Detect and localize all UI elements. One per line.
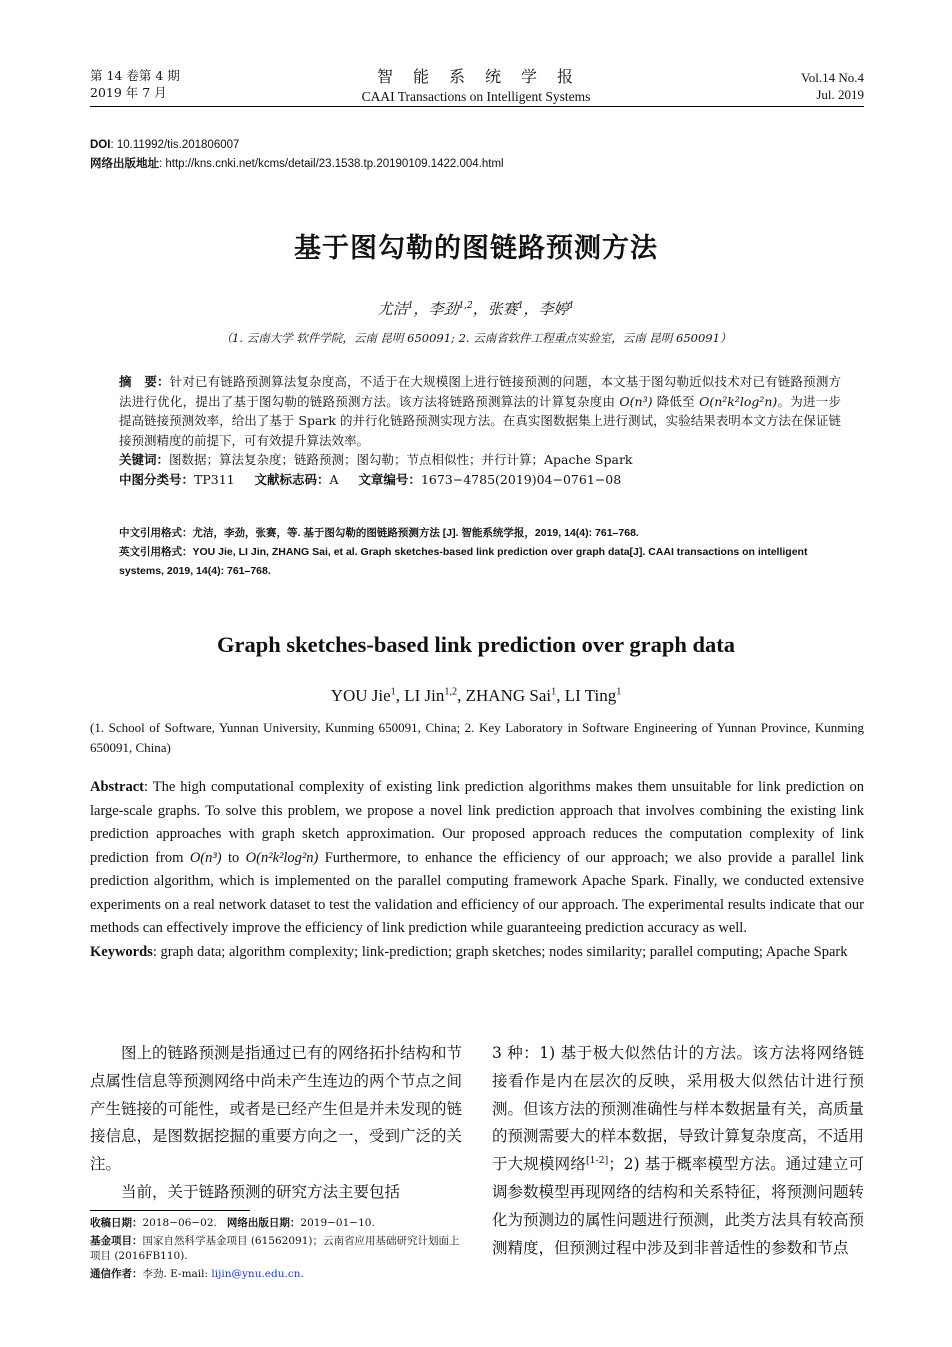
author-name: 李婷 bbox=[538, 300, 569, 318]
volume-issue-en: Vol.14 No.4 bbox=[801, 70, 864, 85]
doi-block bbox=[90, 136, 504, 174]
abstract-label-cn: 摘 要： bbox=[119, 374, 170, 389]
author-name: 尤洁 bbox=[377, 300, 408, 318]
online-url-label: 网络出版地址 bbox=[90, 158, 159, 170]
formula: O(n³) bbox=[619, 393, 653, 409]
body-text: 3 种：1) 基于极大似然估计的方法。该方法将网络链接看作是内在层次的反映，采用极大似然估计进行预测。但该方法的预测准确性与样本数据量有关，高质量的预测需要大的样本数据，导致计算复杂度高，不适用于大规模网络 bbox=[492, 1044, 865, 1174]
abstract-cn bbox=[119, 372, 841, 489]
doc-code-label: 文献标志码： bbox=[254, 471, 330, 487]
author-name: 张赛 bbox=[487, 300, 518, 318]
paper-title-en: Graph sketches-based link prediction over graph data bbox=[217, 632, 735, 657]
author-name: ZHANG Sai bbox=[465, 686, 552, 705]
abstract-text: 针对已有链路预测算法复杂度高，不适于在大规模图上进行链接预测的问题，本文基于图勾勒近似技术对已有链路预测方法进行优化，提出了基于图勾勒的链路预测方法。该方法将链路预测算法的计算复杂度由 bbox=[119, 374, 841, 409]
paper-title-cn: 基于图勾勒的图链路预测方法 bbox=[294, 233, 658, 264]
body-text: 当前，关于链路预测的研究方法主要包括 bbox=[121, 1182, 401, 1201]
online-date-value: 2019−01−10. bbox=[300, 1217, 375, 1229]
date-en: Jul. 2019 bbox=[816, 87, 864, 102]
abstract-en bbox=[90, 776, 864, 964]
author-name: 李劲 bbox=[428, 300, 459, 318]
author-name: LI Jin bbox=[404, 686, 445, 705]
reference-mark[interactable]: [1-2] bbox=[586, 1155, 609, 1167]
citation-en: 英文引用格式：YOU Jie, LI Jin, ZHANG Sai, et al. Graph sketches-based link prediction over graph data[J]. CAAI transactions on intelligent systems, 2019, 14(4): 761–768. bbox=[119, 546, 808, 577]
footnote-rule bbox=[90, 1210, 250, 1211]
formula: O(n²k²log²n) bbox=[699, 393, 778, 409]
article-no-value: 1673−4785(2019)04−0761−08 bbox=[420, 471, 622, 487]
affiliation-cn: （1. 云南大学 软件学院，云南 昆明 650091; 2. 云南省软件工程重点实验室，云南 昆明 650091） bbox=[220, 331, 732, 345]
doc-code-value: A bbox=[329, 471, 339, 487]
header-volume-cn bbox=[90, 67, 180, 101]
email-link[interactable]: lijin@ynu.edu.cn bbox=[211, 1268, 301, 1280]
abstract-text-en: to bbox=[227, 849, 240, 866]
author-sup: 1,2 bbox=[458, 301, 473, 311]
formula: O(n³) bbox=[189, 849, 222, 866]
author-sup: 1 bbox=[390, 686, 396, 698]
abstract-text-en: Furthermore, to enhance the efficiency of our approach; we also provide a parallel link prediction algorithm, which is implemented on the parallel computing framework Apache Spark. Finally, we conducted extensive experiments on a real network dataset to test the validation and efficiency of our approach. The experimental results indicate that our methods can effectively improve the efficiency of link prediction while guaranteeing prediction accuracy as well. bbox=[90, 849, 865, 936]
author-sup: 1,2 bbox=[444, 686, 458, 698]
footnotes bbox=[90, 1216, 462, 1282]
journal-name-cn: 智 能 系 统 学 报 bbox=[376, 67, 575, 86]
online-url-value: : http://kns.cnki.net/kcms/detail/23.1538.tp.20190109.1422.004.html bbox=[159, 158, 504, 170]
corresponding-value: 李劲. E-mail: bbox=[142, 1268, 212, 1280]
header-volume-en bbox=[801, 69, 864, 103]
abstract-text: 降低至 bbox=[656, 393, 695, 409]
author-sup: 1 bbox=[568, 301, 575, 311]
authors-en: YOU Jie$^1$, LI Jin$^{1,2}$, ZHANG Sai$^1$, LI Ting$^1$ bbox=[330, 686, 622, 705]
keywords-cn: 图数据；算法复杂度；链路预测；图勾勒；节点相似性；并行计算；Apache Spark bbox=[169, 452, 633, 467]
doi-value: : 10.11992/tis.201806007 bbox=[110, 139, 240, 151]
body-left-column bbox=[90, 1040, 462, 1207]
author-sup: 1 bbox=[551, 686, 557, 698]
keywords-label-cn: 关键词： bbox=[119, 452, 170, 467]
citation-block bbox=[119, 524, 841, 581]
author-sup: 1 bbox=[407, 301, 414, 311]
corresponding-label: 通信作者： bbox=[90, 1268, 143, 1280]
email-tail: . bbox=[300, 1268, 304, 1280]
author-sup: 1 bbox=[616, 686, 622, 698]
clc-label: 中图分类号： bbox=[119, 471, 195, 487]
formula: O(n²k²log²n) bbox=[245, 849, 319, 866]
article-no-label: 文章编号： bbox=[358, 471, 421, 487]
received-label: 收稿日期： bbox=[90, 1217, 143, 1229]
doi-label: DOI bbox=[90, 139, 111, 151]
abstract-text-en: : The high computational complexity of existing link prediction algorithms makes them unsuitable for link prediction on large-scale graphs. To solve this problem, we propose a novel link prediction approach that involves combining the existing link prediction approaches with graph sketch approximation. Our proposed approach reduces the computation complexity of link prediction from bbox=[90, 779, 864, 866]
fund-label: 基金项目： bbox=[90, 1235, 143, 1247]
body-text: ；2) 基于概率模型方法。通过建立可调参数模型再现网络的结构和关系特征，将预测问题转化为预测边的属性问题进行预测，此类方法具有较高预测精度，但预测过程中涉及到非普适性的参数和节点 bbox=[492, 1155, 865, 1257]
body-paragraph bbox=[90, 1040, 462, 1179]
keywords-label-en: Keywords bbox=[90, 943, 153, 960]
author-name: YOU Jie bbox=[330, 686, 391, 705]
abstract-label-en: Abstract bbox=[90, 779, 144, 795]
body-paragraph bbox=[90, 1179, 462, 1207]
date-cn: 2019 年 7 月 bbox=[90, 85, 167, 100]
journal-name-en: CAAI Transactions on Intelligent Systems bbox=[361, 89, 591, 104]
header-journal bbox=[276, 64, 676, 105]
author-name: LI Ting bbox=[564, 686, 617, 705]
online-date-label: 网络出版日期： bbox=[226, 1217, 301, 1229]
received-value: 2018−06−02. bbox=[142, 1217, 217, 1229]
author-sup: 1 bbox=[517, 301, 524, 311]
fund-value: 国家自然科学基金项目 (61562091)；云南省应用基础研究计划面上项目 (2016FB110). bbox=[90, 1235, 460, 1262]
affiliation-en: (1. School of Software, Yunnan University, Kunming 650091, China; 2. Key Laboratory in Software Engineering of Yunnan Province, Kunming 650091, China) bbox=[90, 720, 864, 755]
authors-cn: 尤洁$^1$，李劲$^{1,2}$，张赛$^1$，李婷$^1$ bbox=[377, 300, 575, 318]
body-right-column bbox=[492, 1040, 864, 1262]
body-text: 图上的链路预测是指通过已有的网络拓扑结构和节点属性信息等预测网络中尚未产生连边的两个节点之间产生链接的可能性，或者是已经产生但是并未发现的链接信息，是图数据挖掘的重要方向之一，受到广泛的关注。 bbox=[90, 1044, 463, 1174]
citation-cn: 中文引用格式：尤洁，李劲，张赛，等. 基于图勾勒的图链路预测方法 [J]. 智能系统学报，2019, 14(4): 761–768. bbox=[119, 527, 639, 539]
keywords-en: : graph data; algorithm complexity; link-prediction; graph sketches; nodes similarity; parallel computing; Apache Spark bbox=[152, 943, 848, 960]
abstract-text: 。为进一步提高链接预测效率，给出了基于 Spark 的并行化链路预测实现方法。在真实图数据集上进行测试，实验结果表明本文方法在保证链接预测精度的前提下，可有效提升算法效率。 bbox=[119, 393, 841, 448]
clc-value: TP311 bbox=[194, 471, 235, 487]
volume-issue-cn: 第 14 卷第 4 期 bbox=[90, 68, 180, 83]
header-rule bbox=[90, 106, 864, 107]
